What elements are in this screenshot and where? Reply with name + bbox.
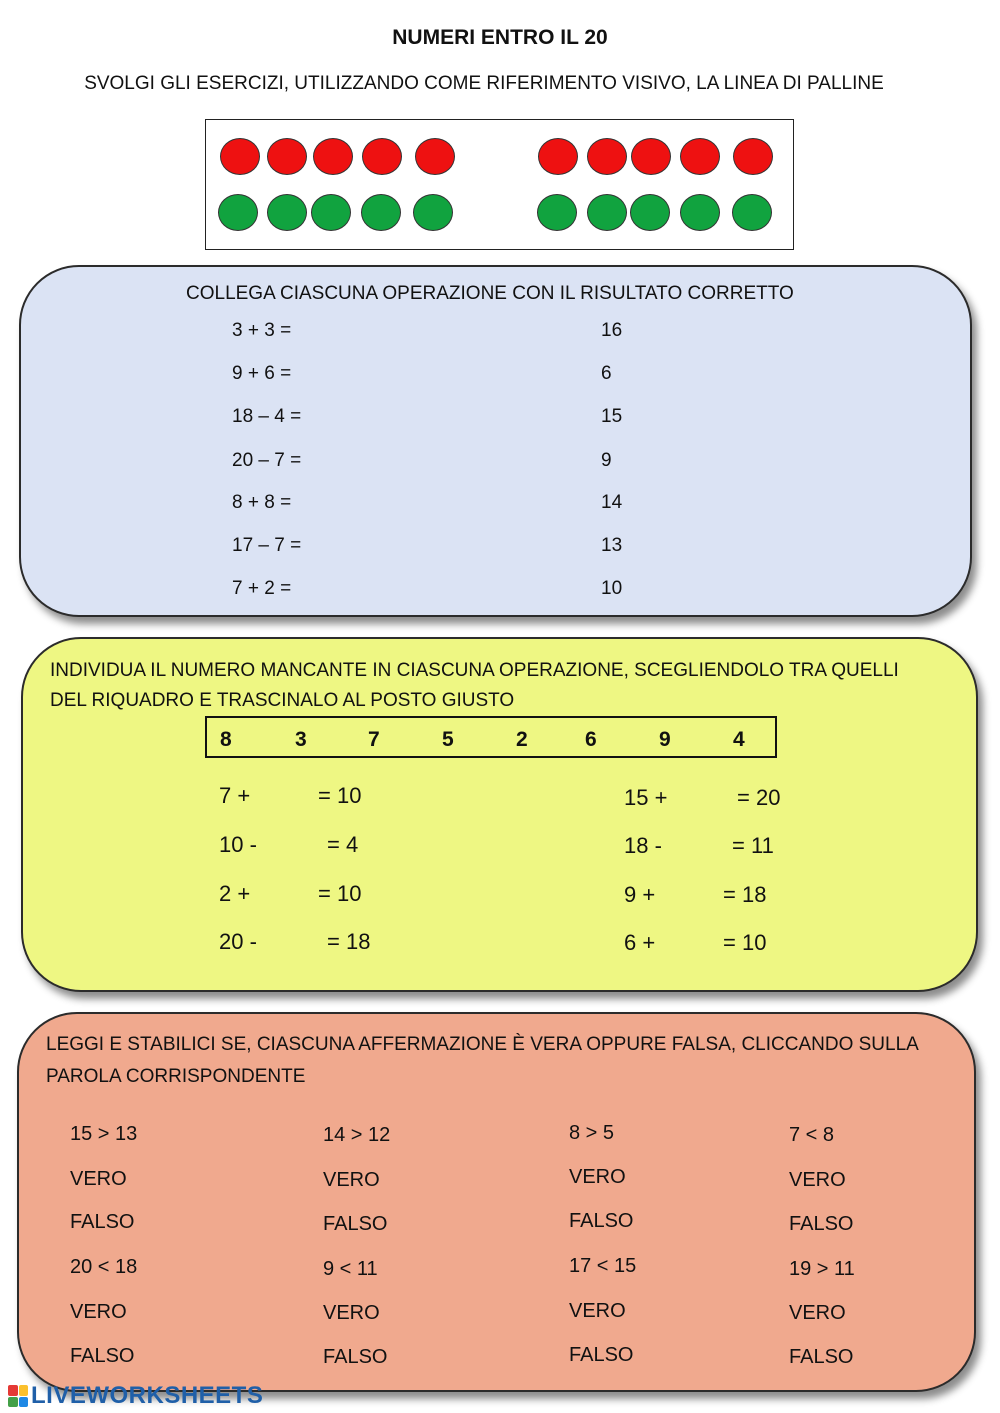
vero-option[interactable]: VERO (70, 1168, 127, 1190)
draggable-number[interactable]: 5 (442, 728, 454, 751)
operation-item[interactable]: 18 – 4 = (232, 406, 302, 427)
equation-right-part: = 10 (318, 783, 362, 808)
missing-number-instruction: DEL RIQUADRO E TRASCINALO AL POSTO GIUSTO (50, 690, 515, 711)
result-item[interactable]: 16 (601, 320, 623, 341)
equation-left-part: 18 - (624, 833, 662, 858)
matching-instruction: COLLEGA CIASCUNA OPERAZIONE CON IL RISULTATO CORRETTO (186, 283, 794, 304)
vero-option[interactable]: VERO (323, 1302, 380, 1324)
red-bead (220, 138, 260, 175)
statement: 15 > 13 (70, 1123, 138, 1145)
vero-option[interactable]: VERO (569, 1166, 626, 1188)
equation-right-part: = 10 (723, 930, 767, 955)
vero-option[interactable]: VERO (70, 1301, 127, 1323)
statement: 9 < 11 (323, 1258, 378, 1280)
draggable-number[interactable]: 8 (220, 728, 232, 751)
equation-right-part: = 20 (737, 785, 781, 810)
falso-option[interactable]: FALSO (569, 1344, 634, 1366)
statement: 14 > 12 (323, 1124, 391, 1146)
vero-option[interactable]: VERO (789, 1302, 846, 1324)
statement: 17 < 15 (569, 1255, 637, 1277)
red-bead (362, 138, 402, 175)
statement: 8 > 5 (569, 1122, 615, 1144)
vero-option[interactable]: VERO (789, 1169, 846, 1191)
statement: 19 > 11 (789, 1258, 855, 1280)
vero-option[interactable]: VERO (323, 1169, 380, 1191)
result-item[interactable]: 13 (601, 535, 623, 556)
equation-left-part: 15 + (624, 785, 668, 810)
falso-option[interactable]: FALSO (70, 1211, 135, 1233)
falso-option[interactable]: FALSO (323, 1346, 388, 1368)
green-bead (732, 194, 772, 231)
draggable-number[interactable]: 4 (733, 728, 745, 751)
green-bead (218, 194, 258, 231)
draggable-number[interactable]: 7 (368, 728, 380, 751)
result-item[interactable]: 15 (601, 406, 623, 427)
operation-item[interactable]: 7 + 2 = (232, 578, 292, 599)
green-bead (630, 194, 670, 231)
red-bead (415, 138, 455, 175)
operation-item[interactable]: 17 – 7 = (232, 535, 302, 556)
falso-option[interactable]: FALSO (323, 1213, 388, 1235)
result-item[interactable]: 10 (601, 578, 623, 599)
equation-left-part: 20 - (219, 929, 257, 954)
equation-left-part: 10 - (219, 832, 257, 857)
equation-left-part: 6 + (624, 930, 656, 955)
green-bead (680, 194, 720, 231)
missing-number-instruction: INDIVIDUA IL NUMERO MANCANTE IN CIASCUNA OPERAZIONE, SCEGLIENDOLO TRA QUELLI (50, 660, 899, 681)
statement: 20 < 18 (70, 1256, 138, 1278)
equation-right-part: = 10 (318, 881, 362, 906)
green-bead (267, 194, 307, 231)
true-false-instruction: LEGGI E STABILICI SE, CIASCUNA AFFERMAZIONE È VERA OPPURE FALSA, CLICCANDO SULLA (46, 1034, 919, 1055)
matching-exercise-panel (19, 265, 972, 617)
page-title: NUMERI ENTRO IL 20 (392, 26, 608, 49)
draggable-number[interactable]: 6 (585, 728, 597, 751)
liveworksheets-logo (8, 1382, 263, 1410)
equation-left-part: 9 + (624, 882, 656, 907)
result-item[interactable]: 14 (601, 492, 623, 513)
falso-option[interactable]: FALSO (569, 1210, 634, 1232)
red-bead (680, 138, 720, 175)
draggable-number[interactable]: 3 (295, 728, 307, 751)
equation-right-part: = 4 (327, 832, 359, 857)
vero-option[interactable]: VERO (569, 1300, 626, 1322)
operation-item[interactable]: 3 + 3 = (232, 320, 292, 341)
operation-item[interactable]: 20 – 7 = (232, 450, 302, 471)
falso-option[interactable]: FALSO (70, 1345, 135, 1367)
equation-right-part: = 11 (732, 833, 774, 858)
red-bead (267, 138, 307, 175)
liveworksheets-logo-icon (8, 1385, 28, 1407)
green-bead (587, 194, 627, 231)
statement: 7 < 8 (789, 1124, 835, 1146)
falso-option[interactable]: FALSO (789, 1346, 854, 1368)
equation-left-part: 2 + (219, 881, 251, 906)
liveworksheets-logo-text: LIVEWORKSHEETS (31, 1382, 264, 1409)
result-item[interactable]: 6 (601, 363, 612, 384)
page-subtitle: SVOLGI GLI ESERCIZI, UTILIZZANDO COME RIFERIMENTO VISIVO, LA LINEA DI PALLINE (84, 73, 884, 94)
true-false-instruction: PAROLA CORRISPONDENTE (46, 1066, 306, 1087)
falso-option[interactable]: FALSO (789, 1213, 854, 1235)
equation-right-part: = 18 (723, 882, 767, 907)
draggable-number[interactable]: 9 (659, 728, 671, 751)
red-bead (538, 138, 578, 175)
bead-line (205, 119, 794, 250)
number-choices-box (205, 716, 777, 758)
draggable-number[interactable]: 2 (516, 728, 528, 751)
green-bead (537, 194, 577, 231)
equation-left-part: 7 + (219, 783, 251, 808)
green-bead (361, 194, 401, 231)
equation-right-part: = 18 (327, 929, 371, 954)
green-bead (311, 194, 351, 231)
red-bead (631, 138, 671, 175)
red-bead (313, 138, 353, 175)
result-item[interactable]: 9 (601, 450, 612, 471)
red-bead (587, 138, 627, 175)
green-bead (413, 194, 453, 231)
operation-item[interactable]: 8 + 8 = (232, 492, 292, 513)
red-bead (733, 138, 773, 175)
operation-item[interactable]: 9 + 6 = (232, 363, 292, 384)
